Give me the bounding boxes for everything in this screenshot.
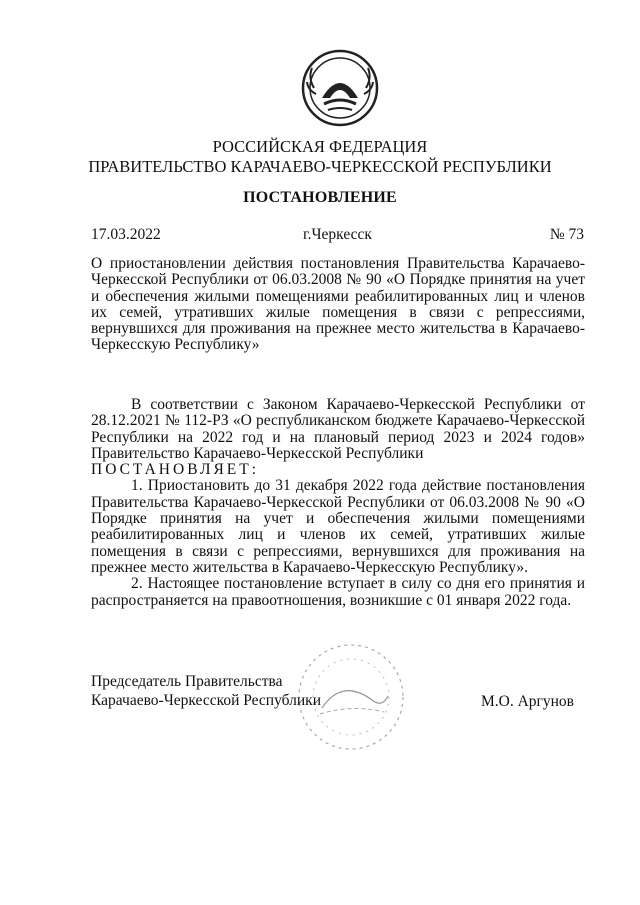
country-heading: РОССИЙСКАЯ ФЕДЕРАЦИЯ (212, 137, 428, 156)
signatory-position-line-2: Карачаево-Черкесской Республики (91, 692, 321, 709)
document-date: 17.03.2022 (91, 226, 161, 243)
signatory-name: М.О. Аргунов (480, 693, 574, 710)
document-subject: О приостановлении действия постановления Правительства Карачаево-Черкесской Республики от 06.03.2008 № 90 «О Порядке принятия на учет и обеспечения жилыми помещениями реабилитированных лиц и членов их семей, утративших жилые помещения в связи с репрессиями, вернувшихся для проживания на прежнее место жительства в Карачаево-Черкесскую Республику» (91, 255, 585, 354)
government-heading: ПРАВИТЕЛЬСТВО КАРАЧАЕВО-ЧЕРКЕССКОЙ РЕСПУБЛИКИ (88, 157, 552, 176)
signatory-position (91, 672, 321, 710)
document-title: ПОСТАНОВЛЕНИЕ (243, 189, 397, 206)
item-2-paragraph: 2. Настоящее постановление вступает в силу со дня его принятия и распространяется на правоотношения, возникшие с 01 января 2022 года. (91, 575, 585, 609)
resolve-keyword: ПОСТАНОВЛЯЕТ: (91, 461, 260, 479)
preamble-paragraph: В соответствии с Законом Карачаево-Черкесской Республики от 28.12.2021 № 112-РЗ «О республиканском бюджете Карачаево-Черкесской Республики на 2022 год и на плановый период 2023 и 2024 годов» Правительство Карачаево-Черкесской Республики (91, 396, 585, 462)
item-1-paragraph: 1. Приостановить до 31 декабря 2022 года действие постановления Правительства Карачаево-Черкесской Республики от 06.03.2008 № 90 «О Порядке принятия на учет и обеспечения жилыми помещениями реабилитированных лиц и членов их семей, утративших жилые помещения в связи с репрессиями, вернувшихся для проживания на прежнее место жительства в Карачаево-Черкесскую Республику». (91, 477, 585, 576)
signatory-position-line-1: Председатель Правительства (91, 673, 283, 690)
document-number: № 73 (549, 226, 584, 243)
coat-of-arms-icon (300, 48, 380, 128)
document-city: г.Черкесск (303, 226, 372, 243)
document-body (91, 397, 585, 609)
